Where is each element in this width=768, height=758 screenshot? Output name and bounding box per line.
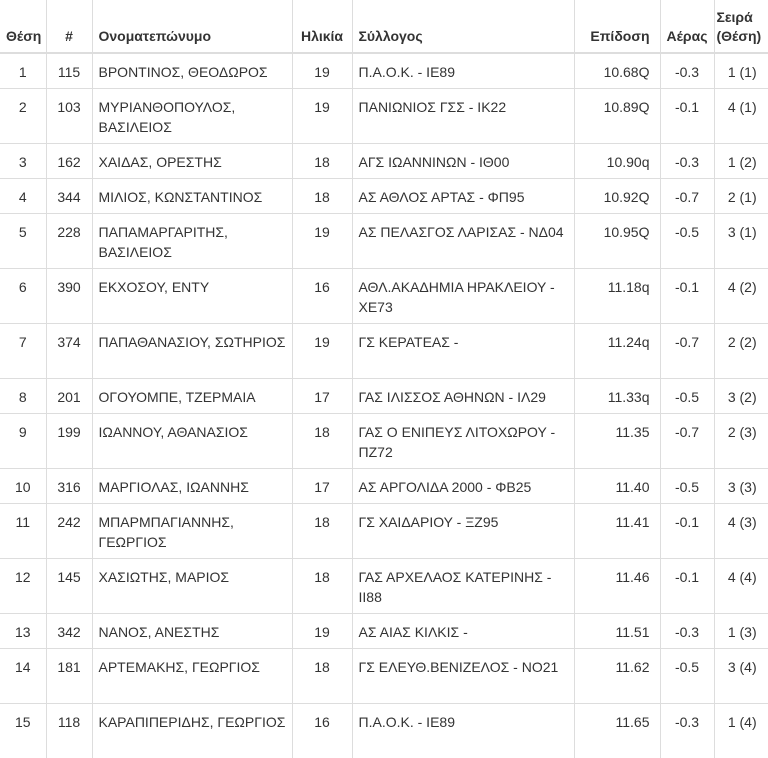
cell-wind: -0.5 [660,379,714,414]
header-heat-line1: Σειρά [717,9,753,25]
cell-position: 7 [0,324,46,379]
cell-wind: -0.3 [660,53,714,89]
cell-wind: -0.7 [660,179,714,214]
cell-position: 3 [0,144,46,179]
table-row [0,269,768,324]
cell-bib: 390 [46,269,92,324]
cell-name: ΜΥΡΙΑΝΘΟΠΟΥΛΟΣ, ΒΑΣΙΛΕΙΟΣ [92,89,292,144]
cell-heat: 1 (2) [714,144,768,179]
cell-heat: 4 (4) [714,559,768,614]
cell-performance: 11.46 [574,559,660,614]
cell-age: 18 [292,559,352,614]
table-row [0,704,768,758]
cell-position: 13 [0,614,46,649]
cell-name: ΠΑΠΑΜΑΡΓΑΡΙΤΗΣ, ΒΑΣΙΛΕΙΟΣ [92,214,292,269]
cell-bib: 162 [46,144,92,179]
cell-bib: 201 [46,379,92,414]
cell-position: 5 [0,214,46,269]
cell-wind: -0.1 [660,89,714,144]
cell-position: 9 [0,414,46,469]
header-bib: # [46,0,92,53]
cell-wind: -0.7 [660,324,714,379]
cell-position: 11 [0,504,46,559]
cell-bib: 344 [46,179,92,214]
cell-wind: -0.3 [660,614,714,649]
cell-position: 12 [0,559,46,614]
cell-performance: 11.18q [574,269,660,324]
header-name: Ονοματεπώνυμο [92,0,292,53]
header-wind: Αέρας [660,0,714,53]
cell-heat: 2 (1) [714,179,768,214]
cell-wind: -0.3 [660,144,714,179]
cell-age: 18 [292,179,352,214]
cell-club: ΠΑΝΙΩΝΙΟΣ ΓΣΣ - ΙΚ22 [352,89,574,144]
cell-heat: 3 (1) [714,214,768,269]
cell-performance: 11.33q [574,379,660,414]
cell-heat: 2 (2) [714,324,768,379]
cell-heat: 1 (4) [714,704,768,758]
table-row [0,324,768,379]
header-row [0,0,768,53]
table-row [0,144,768,179]
cell-bib: 242 [46,504,92,559]
table-row [0,559,768,614]
cell-performance: 11.51 [574,614,660,649]
header-club: Σύλλογος [352,0,574,53]
cell-club: ΓΑΣ ΙΛΙΣΣΟΣ ΑΘΗΝΩΝ - ΙΛ29 [352,379,574,414]
cell-age: 19 [292,53,352,89]
table-row [0,504,768,559]
cell-club: ΑΣ ΑΘΛΟΣ ΑΡΤΑΣ - ΦΠ95 [352,179,574,214]
table-row [0,414,768,469]
cell-heat: 3 (4) [714,649,768,704]
cell-heat: 4 (2) [714,269,768,324]
header-position: Θέση [0,0,46,53]
cell-position: 14 [0,649,46,704]
cell-name: ΜΠΑΡΜΠΑΓΙΑΝΝΗΣ, ΓΕΩΡΓΙΟΣ [92,504,292,559]
cell-club: ΓΣ ΚΕΡΑΤΕΑΣ - [352,324,574,379]
cell-club: ΓΣ ΕΛΕΥΘ.ΒΕΝΙΖΕΛΟΣ - ΝΟ21 [352,649,574,704]
cell-position: 4 [0,179,46,214]
cell-age: 19 [292,214,352,269]
cell-name: ΜΑΡΓΙΟΛΑΣ, ΙΩΑΝΝΗΣ [92,469,292,504]
cell-wind: -0.1 [660,504,714,559]
cell-bib: 374 [46,324,92,379]
results-table-header [0,0,768,53]
cell-name: ΜΙΛΙΟΣ, ΚΩΝΣΤΑΝΤΙΝΟΣ [92,179,292,214]
cell-club: ΑΣ ΑΡΓΟΛΙΔΑ 2000 - ΦΒ25 [352,469,574,504]
cell-age: 18 [292,144,352,179]
cell-name: ΑΡΤΕΜΑΚΗΣ, ΓΕΩΡΓΙΟΣ [92,649,292,704]
cell-position: 15 [0,704,46,758]
table-row [0,649,768,704]
cell-club: ΑΣ ΑΙΑΣ ΚΙΛΚΙΣ - [352,614,574,649]
cell-age: 18 [292,649,352,704]
cell-wind: -0.1 [660,559,714,614]
cell-name: ΙΩΑΝΝΟΥ, ΑΘΑΝΑΣΙΟΣ [92,414,292,469]
table-row [0,469,768,504]
cell-position: 6 [0,269,46,324]
table-row [0,379,768,414]
cell-bib: 228 [46,214,92,269]
cell-age: 18 [292,414,352,469]
table-row [0,179,768,214]
table-row [0,89,768,144]
cell-heat: 3 (3) [714,469,768,504]
header-age: Ηλικία [292,0,352,53]
cell-position: 8 [0,379,46,414]
cell-position: 1 [0,53,46,89]
cell-age: 19 [292,324,352,379]
cell-bib: 145 [46,559,92,614]
cell-performance: 11.41 [574,504,660,559]
cell-position: 2 [0,89,46,144]
cell-name: ΚΑΡΑΠΙΠΕΡΙΔΗΣ, ΓΕΩΡΓΙΟΣ [92,704,292,758]
cell-heat: 3 (2) [714,379,768,414]
cell-position: 10 [0,469,46,504]
cell-club: ΑΣ ΠΕΛΑΣΓΟΣ ΛΑΡΙΣΑΣ - ΝΔ04 [352,214,574,269]
header-performance: Επίδοση [574,0,660,53]
cell-age: 16 [292,704,352,758]
cell-club: ΓΑΣ Ο ΕΝΙΠΕΥΣ ΛΙΤΟΧΩΡΟΥ - ΠΖ72 [352,414,574,469]
cell-club: Π.Α.Ο.Κ. - ΙΕ89 [352,704,574,758]
cell-bib: 199 [46,414,92,469]
cell-performance: 11.62 [574,649,660,704]
cell-bib: 342 [46,614,92,649]
cell-name: ΕΚΧΟΣΟΥ, ΕΝΤΥ [92,269,292,324]
table-row [0,53,768,89]
cell-club: Π.Α.Ο.Κ. - ΙΕ89 [352,53,574,89]
cell-age: 19 [292,614,352,649]
cell-performance: 11.35 [574,414,660,469]
cell-club: ΓΑΣ ΑΡΧΕΛΑΟΣ ΚΑΤΕΡΙΝΗΣ - ΙΙ88 [352,559,574,614]
cell-heat: 1 (1) [714,53,768,89]
cell-name: ΧΑΙΔΑΣ, ΟΡΕΣΤΗΣ [92,144,292,179]
cell-age: 17 [292,379,352,414]
cell-wind: -0.1 [660,269,714,324]
cell-performance: 11.24q [574,324,660,379]
cell-wind: -0.3 [660,704,714,758]
cell-performance: 11.40 [574,469,660,504]
cell-wind: -0.5 [660,469,714,504]
cell-bib: 118 [46,704,92,758]
cell-club: ΑΘΛ.ΑΚΑΔΗΜΙΑ ΗΡΑΚΛΕΙΟΥ - ΧΕ73 [352,269,574,324]
cell-wind: -0.7 [660,414,714,469]
cell-heat: 4 (3) [714,504,768,559]
cell-age: 17 [292,469,352,504]
cell-performance: 10.95Q [574,214,660,269]
cell-bib: 103 [46,89,92,144]
cell-bib: 115 [46,53,92,89]
cell-name: ΧΑΣΙΩΤΗΣ, ΜΑΡΙΟΣ [92,559,292,614]
cell-age: 19 [292,89,352,144]
cell-performance: 10.92Q [574,179,660,214]
cell-performance: 10.68Q [574,53,660,89]
cell-performance: 10.89Q [574,89,660,144]
cell-bib: 316 [46,469,92,504]
cell-heat: 4 (1) [714,89,768,144]
header-heat [714,0,768,53]
cell-age: 18 [292,504,352,559]
cell-club: ΑΓΣ ΙΩΑΝΝΙΝΩΝ - ΙΘ00 [352,144,574,179]
cell-heat: 2 (3) [714,414,768,469]
cell-name: ΠΑΠΑΘΑΝΑΣΙΟΥ, ΣΩΤΗΡΙΟΣ [92,324,292,379]
cell-name: ΟΓΟΥΟΜΠΕ, ΤΖΕΡΜΑΙΑ [92,379,292,414]
cell-performance: 11.65 [574,704,660,758]
cell-wind: -0.5 [660,649,714,704]
cell-bib: 181 [46,649,92,704]
cell-wind: -0.5 [660,214,714,269]
results-table-body [0,53,768,758]
cell-performance: 10.90q [574,144,660,179]
cell-name: ΝΑΝΟΣ, ΑΝΕΣΤΗΣ [92,614,292,649]
table-row [0,614,768,649]
cell-club: ΓΣ ΧΑΙΔΑΡΙΟΥ - ΞΖ95 [352,504,574,559]
cell-heat: 1 (3) [714,614,768,649]
cell-name: ΒΡΟΝΤΙΝΟΣ, ΘΕΟΔΩΡΟΣ [92,53,292,89]
header-heat-line2: (Θέση) [717,28,762,44]
table-row [0,214,768,269]
cell-age: 16 [292,269,352,324]
